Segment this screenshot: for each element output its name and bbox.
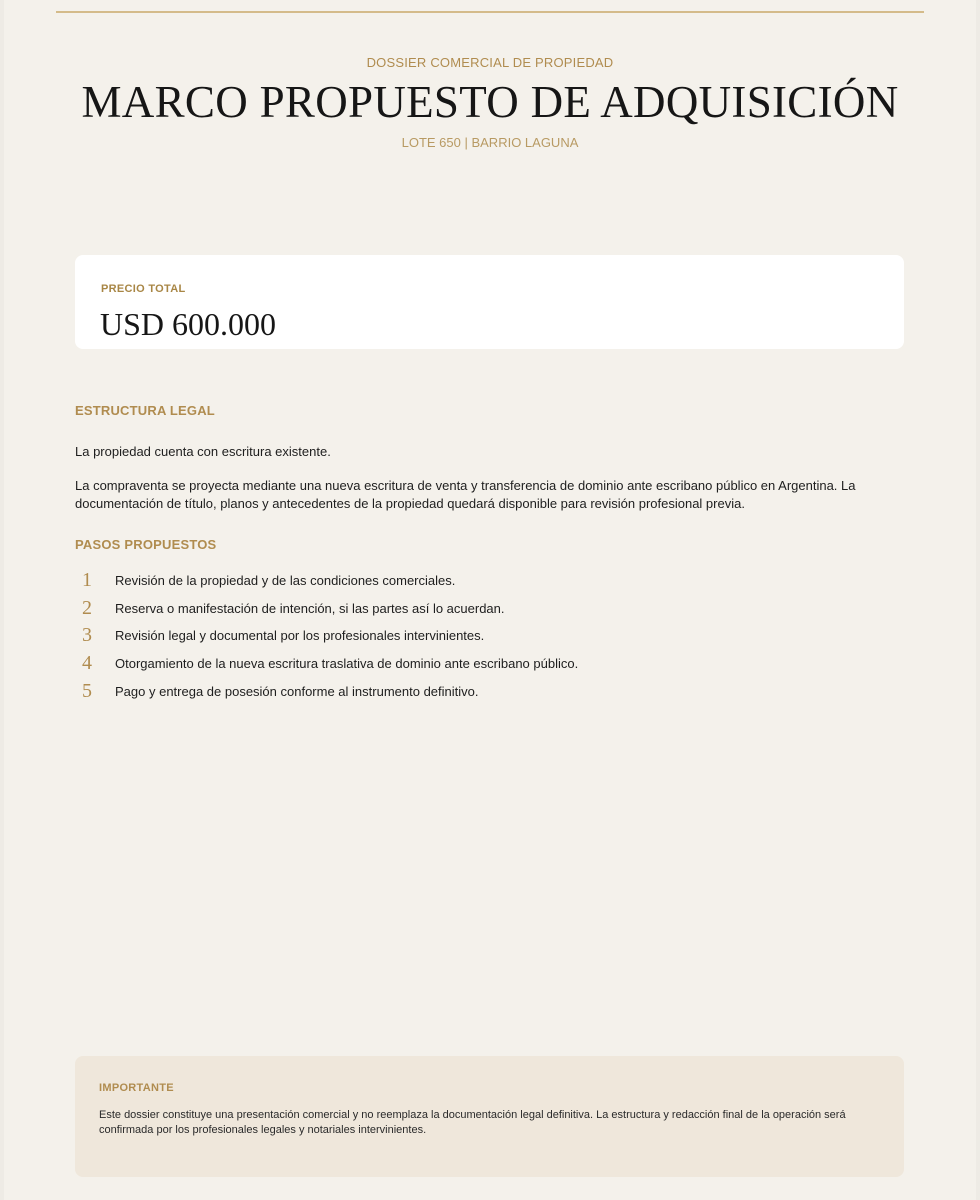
step-item [75,622,875,650]
step-number: 3 [82,624,92,647]
step-item [75,678,875,706]
legal-paragraph: La propiedad cuenta con escritura existente. [75,444,331,459]
step-text: Reserva o manifestación de intención, si las partes así lo acuerdan. [115,600,505,616]
important-notice-card [75,1056,904,1177]
step-number: 5 [82,679,92,702]
notice-text: Este dossier constituye una presentación comercial y no reemplaza la documentación legal definitiva. La estructura y redacción final de la operación será confirmada por los profesionales legales y notariales intervinientes. [99,1109,846,1136]
legal-structure-heading: ESTRUCTURA LEGAL [75,403,215,418]
step-number: 4 [82,652,92,675]
step-item [75,567,875,595]
step-text: Revisión de la propiedad y de las condiciones comerciales. [115,573,456,588]
steps-list [75,567,875,705]
legal-paragraph: La compraventa se proyecta mediante una nueva escritura de venta y transferencia de dominio ante escribano público en Argentina. La documentación de título, planos y antecedentes de la propiedad quedará disponible para revisión profesional previa. [75,478,856,511]
page-edge-right [976,0,980,1200]
price-card [75,255,904,349]
price-value: USD 600.000 [100,306,277,342]
step-text: Revisión legal y documental por los profesionales intervinientes. [115,628,485,644]
top-divider [56,11,924,13]
document-eyebrow: DOSSIER COMERCIAL DE PROPIEDAD [366,55,614,70]
property-subtitle: LOTE 650 | BARRIO LAGUNA [401,135,579,150]
step-item [75,650,875,678]
step-number: 2 [82,596,92,619]
step-item [75,595,875,623]
step-text: Pago y entrega de posesión conforme al instrumento definitivo. [115,683,479,699]
step-number: 1 [82,569,92,591]
page-title: MARCO PROPUESTO DE ADQUISICIÓN [81,77,899,127]
proposed-steps-heading: PASOS PROPUESTOS [75,537,217,552]
price-label: PRECIO TOTAL [101,283,186,295]
notice-label: IMPORTANTE [99,1082,174,1094]
step-text: Otorgamiento de la nueva escritura traslativa de dominio ante escribano público. [115,656,579,672]
